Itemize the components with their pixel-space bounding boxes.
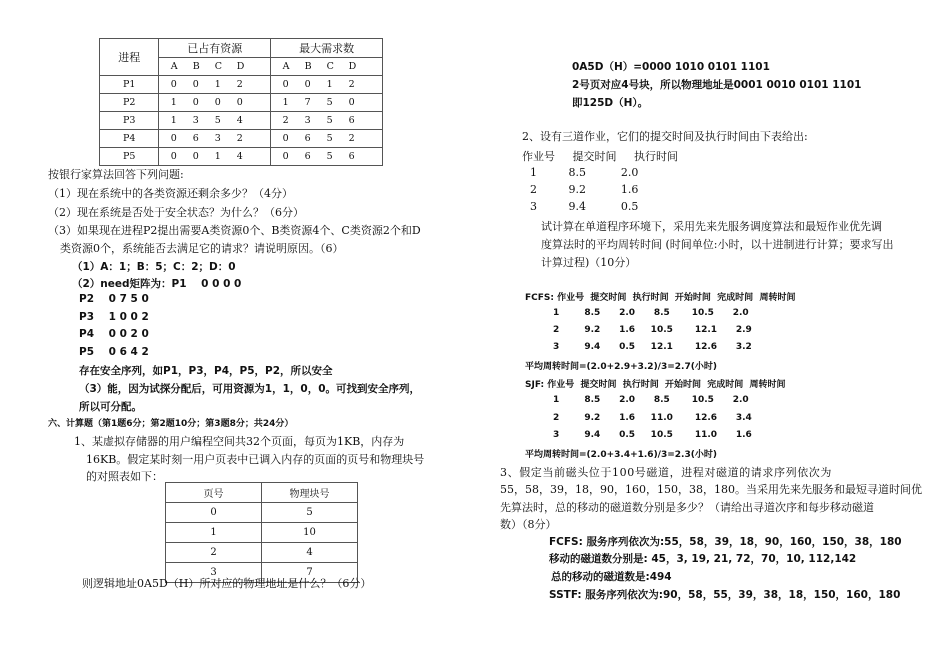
table-cell: 1: [166, 523, 262, 543]
intro-text: 按银行家算法回答下列问题:: [48, 168, 184, 181]
fcfs-header: FCFS: 作业号 提交时间 执行时间 开始时间 完成时间 周转时间: [525, 293, 796, 303]
cell-value: 6: [304, 133, 311, 144]
header-max-need: 最大需求数: [271, 39, 383, 58]
sjf-average: 平均周转时间=(2.0+3.4+1.6)/3=2.3(小时): [525, 450, 717, 460]
cell-value: 0: [170, 151, 177, 162]
answer-addr-line: 2号页对应4号块，所以物理地址是0001 0010 0101 1101: [572, 79, 862, 91]
table-cell: 2: [166, 543, 262, 563]
table-cell: 3: [166, 563, 262, 583]
bankers-table: [99, 38, 383, 166]
fcfs-row: 3 9.4 0.5 12.1 12.6 3.2: [553, 342, 752, 352]
disk-answer-line: 总的移动的磁道数是:494: [551, 571, 672, 583]
sjf-row: 3 9.4 0.5 10.5 11.0 1.6: [553, 430, 752, 440]
jobs-text: 试计算在单道程序环境下，采用先来先服务调度算法和最短作业优先调: [541, 220, 882, 233]
answer-addr-line: 即125D（H）。: [572, 97, 649, 109]
table-cell: [159, 76, 271, 94]
sjf-row: 2 9.2 1.6 11.0 12.6 3.4: [553, 413, 752, 423]
answer-1: （1）A：1；B：5；C：2；D：0: [72, 261, 236, 273]
disk-question-line: 先算法时，总的移动的磁道数分别是多少？（请给出寻道次序和每步移动磁道: [500, 501, 874, 514]
answer-3-line1: （3）能，因为试探分配后，可用资源为1，1，0，0。可找到安全序列，: [79, 383, 421, 395]
jobs-text: 计算过程)（10分）: [541, 256, 637, 269]
question-3-line2: 类资源0个，系统能否去满足它的请求？请说明原因。（6）: [60, 242, 344, 255]
cell-value: 7: [304, 97, 311, 108]
cell-value: 0: [214, 97, 221, 108]
cell-value: 0: [192, 97, 199, 108]
cell-value: 1: [326, 79, 333, 90]
disk-question-line: 55，58，39，18，90，160，150，38，180。当采用先来先服务和最短寻道时间优: [500, 483, 922, 496]
table-cell: P2: [100, 94, 159, 112]
cell-value: 4: [236, 151, 243, 162]
cell-value: 2: [348, 79, 355, 90]
header-page-number: 页号: [166, 483, 262, 503]
need-row: P5 0 6 4 2: [79, 346, 149, 358]
table-cell: [159, 94, 271, 112]
table-cell: P4: [100, 130, 159, 148]
jobs-header: 作业号 提交时间 执行时间: [522, 150, 678, 163]
cell-value: 5: [326, 97, 333, 108]
jobs-row: 1 8.5 2.0: [530, 166, 639, 179]
disk-answer-line: FCFS: 服务序列依次为:55，58，39，18，90，160，150，38，180: [549, 536, 902, 548]
sjf-header: SJF: 作业号 提交时间 执行时间 开始时间 完成时间 周转时间: [525, 380, 786, 390]
cell-value: 5: [326, 115, 333, 126]
calc-1-question: 则逻辑地址0A5D（H）所对应的物理地址是什么？（6分）: [82, 577, 372, 590]
cell-value: 2: [282, 115, 289, 126]
answer-addr-line: 0A5D（H）=0000 1010 0101 1101: [572, 61, 770, 73]
disk-question-line: 数）（8分）: [500, 518, 557, 531]
table-row: [166, 523, 358, 543]
table-row: [100, 148, 383, 166]
cell-value: 3: [304, 115, 311, 126]
cell-value: 0: [192, 151, 199, 162]
table-row: [166, 503, 358, 523]
calc-1-line2: 16KB。假定某时刻一用户页表中已调入内存的页面的页号和物理块号: [86, 453, 425, 466]
cell-value: 0: [192, 79, 199, 90]
table-cell: 10: [262, 523, 358, 543]
cell-value: 0: [170, 133, 177, 144]
table-row: [166, 543, 358, 563]
cell-value: 3: [192, 115, 199, 126]
table-cell: [159, 112, 271, 130]
cell-value: A: [282, 61, 290, 72]
table-row: [100, 94, 383, 112]
cell-value: A: [170, 61, 178, 72]
cell-value: 6: [192, 133, 199, 144]
disk-answer-line: SSTF: 服务序列依次为:90，58，55，39，38，18，150，160，180: [549, 589, 901, 601]
need-row: P2 0 7 5 0: [79, 293, 149, 305]
table-row: [100, 130, 383, 148]
need-row: P3 1 0 0 2: [79, 311, 149, 323]
cell-value: D: [236, 61, 245, 72]
header-process: 进程: [100, 39, 159, 76]
table-cell: [271, 112, 383, 130]
table-cell: [271, 130, 383, 148]
answer-3-line2: 所以可分配。: [79, 401, 142, 413]
cell-value: 0: [282, 151, 289, 162]
question-jobs: 2、设有三道作业，它们的提交时间及执行时间由下表给出:: [522, 130, 808, 143]
table-row: [100, 76, 383, 94]
disk-answer-line: 移动的磁道数分别是: 45，3, 19, 21, 72，70，10, 112,142: [549, 553, 857, 565]
disk-question-line: 3、假定当前磁头位于100号磁道，进程对磁道的请求序列依次为: [500, 466, 832, 479]
allocated-letters: [159, 58, 271, 76]
sjf-row: 1 8.5 2.0 8.5 10.5 2.0: [553, 395, 749, 405]
cell-value: 5: [326, 151, 333, 162]
table-row: [100, 112, 383, 130]
table-cell: [271, 148, 383, 166]
cell-value: C: [326, 61, 334, 72]
table-cell: 0: [166, 503, 262, 523]
table-cell: 5: [262, 503, 358, 523]
max-letters: [271, 58, 383, 76]
table-cell: [159, 130, 271, 148]
jobs-text: 度算法时的平均周转时间 (时间单位:小时，以十进制进行计算；要求写出: [541, 238, 894, 251]
table-cell: P1: [100, 76, 159, 94]
calc-1-line1: 1、某虚拟存储器的用户编程空间共32个页面，每页为1KB，内存为: [74, 435, 405, 448]
safe-sequence: 存在安全序列，如P1，P3，P4，P5，P2，所以安全: [79, 365, 333, 377]
cell-value: C: [214, 61, 223, 72]
cell-value: 0: [236, 97, 243, 108]
cell-value: 4: [236, 115, 243, 126]
section-heading: 六、计算题（第1题6分；第2题10分；第3题8分；共24分）: [48, 419, 294, 429]
cell-value: 5: [326, 133, 333, 144]
cell-value: 0: [282, 79, 289, 90]
need-row: P4 0 0 2 0: [79, 328, 149, 340]
question-2: （2）现在系统是否处于安全状态？为什么？（6分）: [48, 206, 304, 219]
page-table: [165, 482, 358, 583]
cell-value: 6: [348, 115, 355, 126]
fcfs-row: 1 8.5 2.0 8.5 10.5 2.0: [553, 308, 749, 318]
cell-value: 2: [236, 79, 243, 90]
table-cell: 7: [262, 563, 358, 583]
cell-value: 0: [348, 97, 355, 108]
cell-value: 0: [170, 79, 177, 90]
cell-value: 5: [214, 115, 221, 126]
header-allocated: 已占有资源: [159, 39, 271, 58]
calc-1-line3: 的对照表如下：: [86, 470, 163, 483]
question-1: （1）现在系统中的各类资源还剩余多少？（4分）: [48, 187, 293, 200]
answer-2: （2）need矩阵为：P1 0 0 0 0: [72, 278, 242, 290]
table-cell: [271, 94, 383, 112]
cell-value: 2: [236, 133, 243, 144]
cell-value: 0: [304, 79, 311, 90]
table-cell: 4: [262, 543, 358, 563]
fcfs-row: 2 9.2 1.6 10.5 12.1 2.9: [553, 325, 752, 335]
header-block-number: 物理块号: [262, 483, 358, 503]
cell-value: 6: [304, 151, 311, 162]
cell-value: 1: [214, 151, 221, 162]
table-cell: [271, 76, 383, 94]
fcfs-average: 平均周转时间=(2.0+2.9+3.2)/3=2.7(小时): [525, 362, 717, 372]
cell-value: 1: [170, 115, 177, 126]
cell-value: 1: [214, 79, 221, 90]
table-cell: P3: [100, 112, 159, 130]
jobs-row: 3 9.4 0.5: [530, 200, 639, 213]
cell-value: 0: [282, 133, 289, 144]
cell-value: 6: [348, 151, 355, 162]
cell-value: 1: [282, 97, 289, 108]
cell-value: 3: [214, 133, 221, 144]
cell-value: 2: [348, 133, 355, 144]
table-cell: P5: [100, 148, 159, 166]
table-cell: [159, 148, 271, 166]
cell-value: B: [192, 61, 200, 72]
question-3-line1: （3）如果现在进程P2提出需要A类资源0个、B类资源4个、C类资源2个和D: [48, 224, 421, 237]
cell-value: B: [304, 61, 312, 72]
cell-value: 1: [170, 97, 177, 108]
cell-value: D: [348, 61, 357, 72]
jobs-row: 2 9.2 1.6: [530, 183, 639, 196]
